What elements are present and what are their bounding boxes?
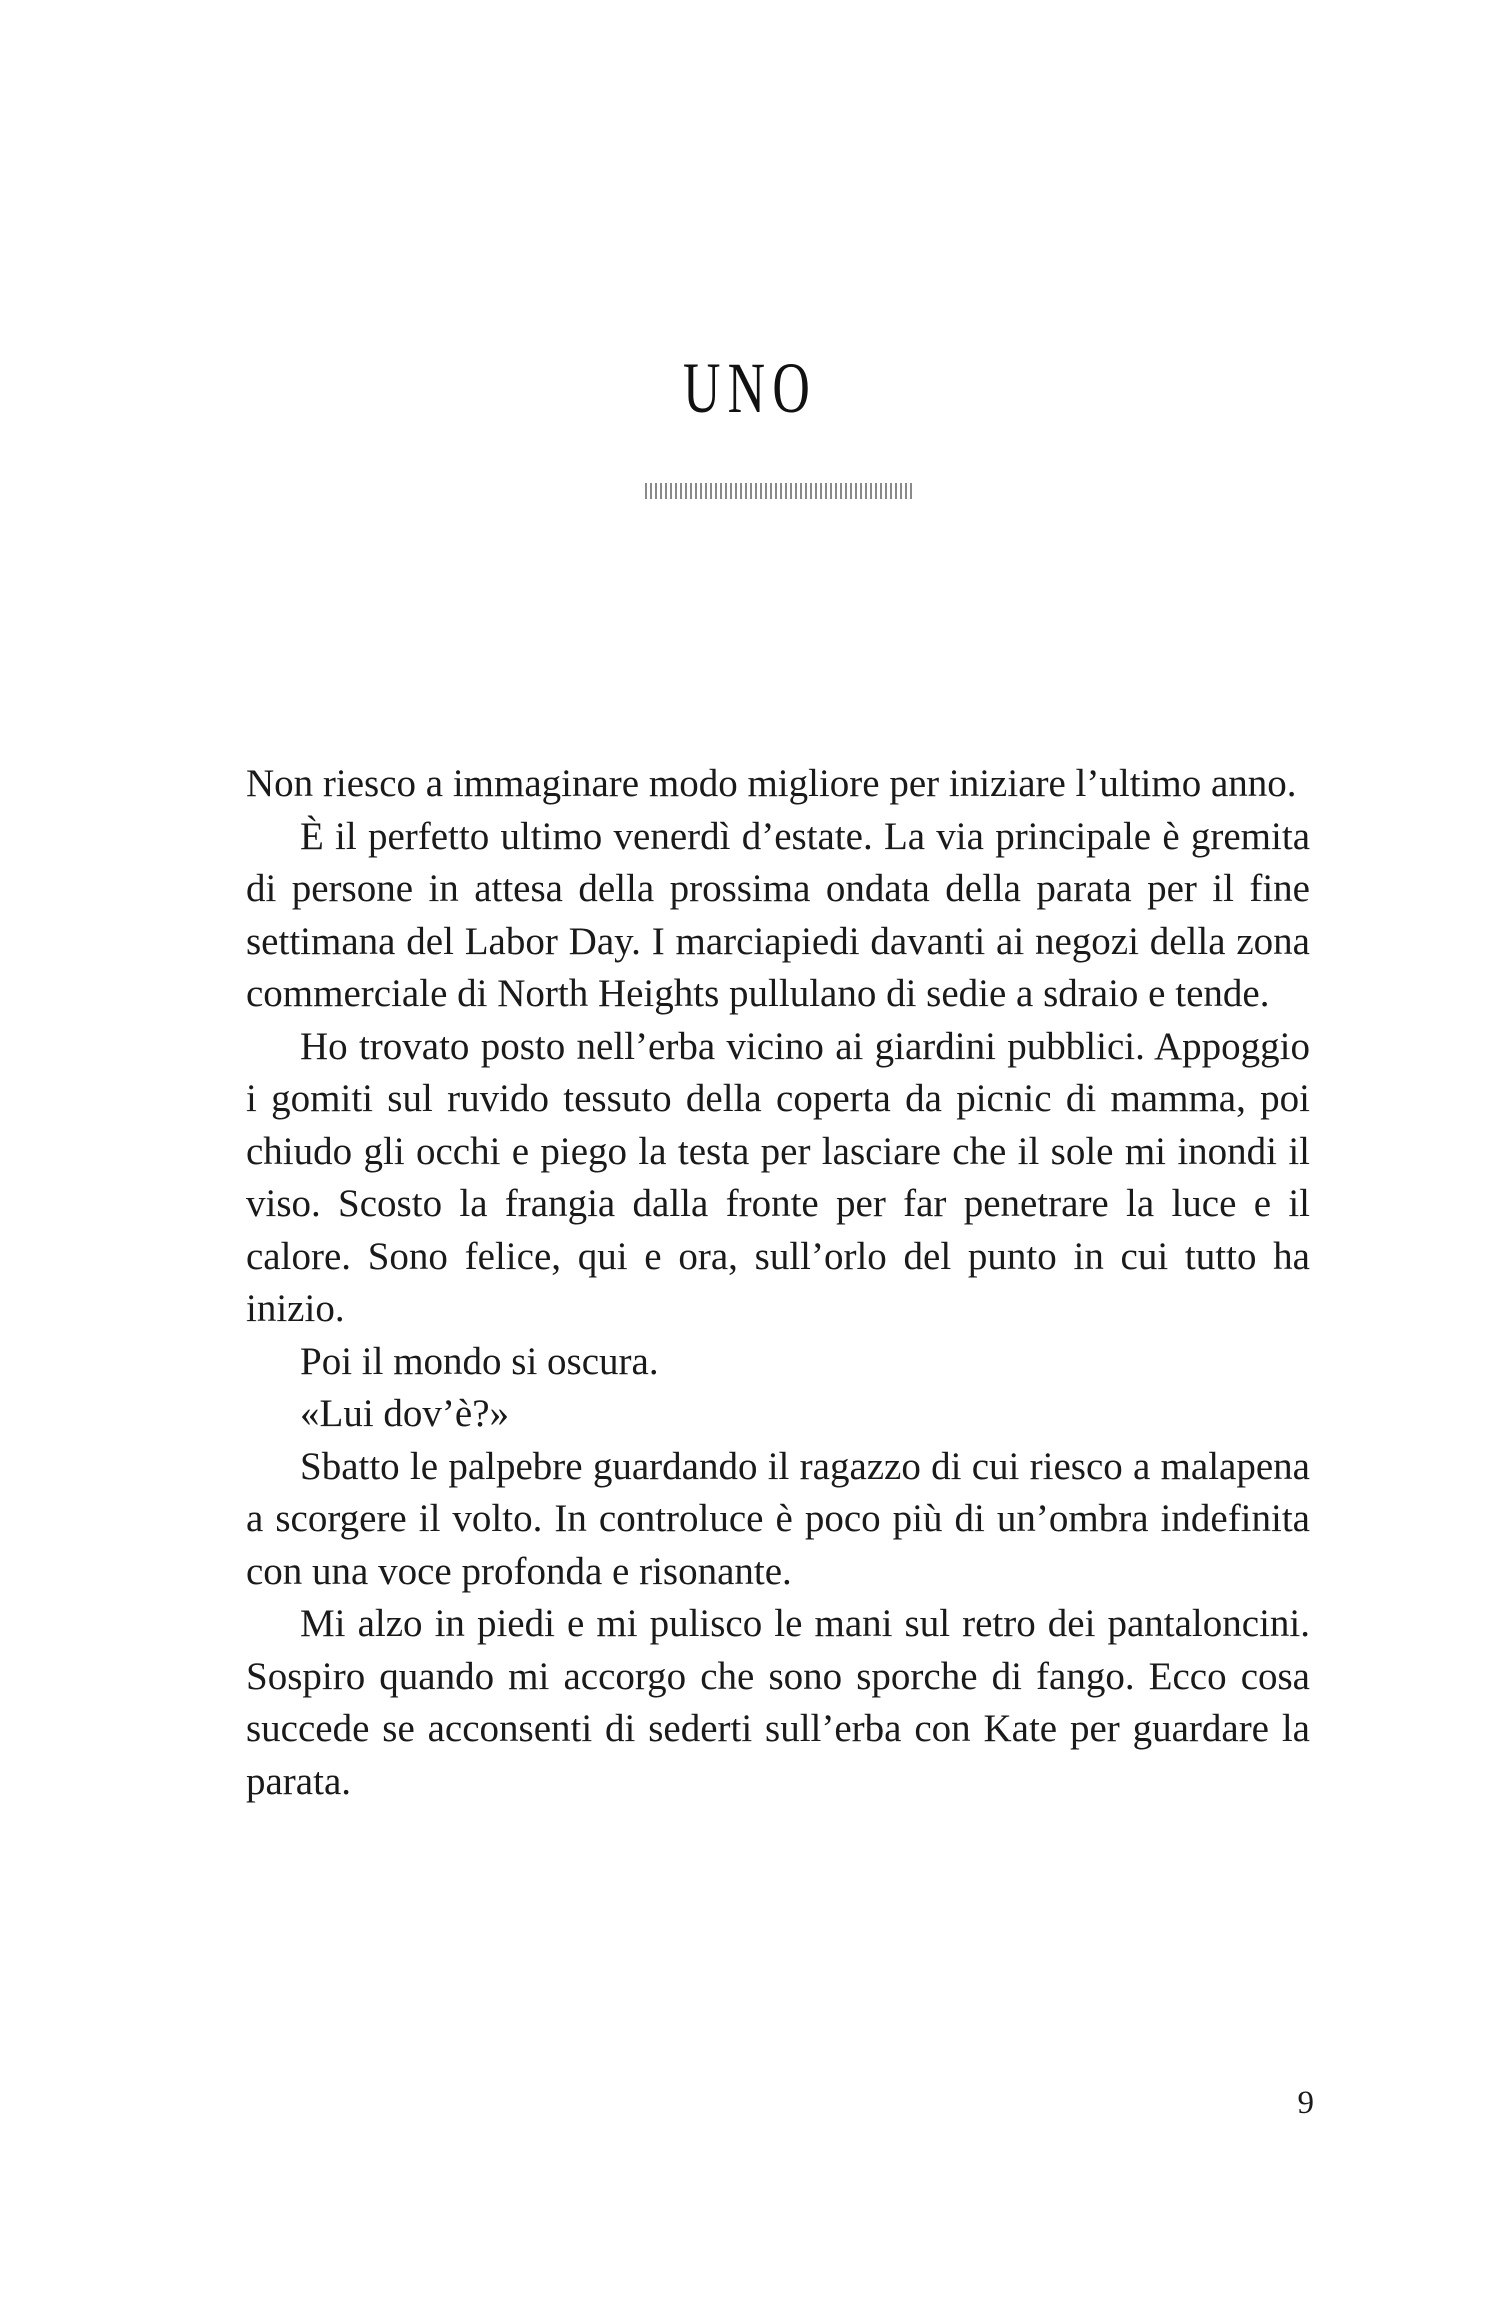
paragraph: Non riesco a immaginare modo migliore per iniziare l’ultimo anno. <box>246 762 1297 805</box>
paragraph: Mi alzo in piedi e mi pulisco le mani sul retro dei pantaloncini. Sospiro quando mi accorgo che sono sporche di fango. Ecco cosa succede se acconsenti di sederti sull’erba con Kate per guardare la parata. <box>246 1602 1310 1803</box>
chapter-title: UNO <box>683 348 817 428</box>
paragraph: «Lui dov’è?» <box>300 1392 510 1435</box>
page-number: 9 <box>1297 2085 1314 2121</box>
paragraph: Poi il mondo si oscura. <box>300 1339 659 1383</box>
paragraph: È il perfetto ultimo venerdì d’estate. La via principale è gremita di persone in attesa della prossima ondata della parata per il fine settimana del Labor Day. I marciapiedi davanti ai negozi della zona commerciale di North Heights pullulano di sedie a sdraio e tende. <box>246 814 1310 1015</box>
paragraph: Ho trovato posto nell’erba vicino ai giardini pubblici. Appoggio i gomiti sul ruvido tessuto della coperta da picnic di mamma, poi chiudo gli occhi e piego la testa per lasciare che il sole mi inondi il viso. Scosto la frangia dalla fronte per far penetrare la luce e il calore. Sono felice, qui e ora, sull’orlo del punto in cui tutto ha inizio. <box>246 1024 1310 1330</box>
paragraph: Sbatto le palpebre guardando il ragazzo di cui riesco a malapena a scorgere il volto. In controluce è poco più di un’ombra indefinita con una voce profonda e risonante. <box>246 1444 1310 1593</box>
chapter-ornament-divider <box>645 483 915 499</box>
body-text <box>246 758 1310 1808</box>
